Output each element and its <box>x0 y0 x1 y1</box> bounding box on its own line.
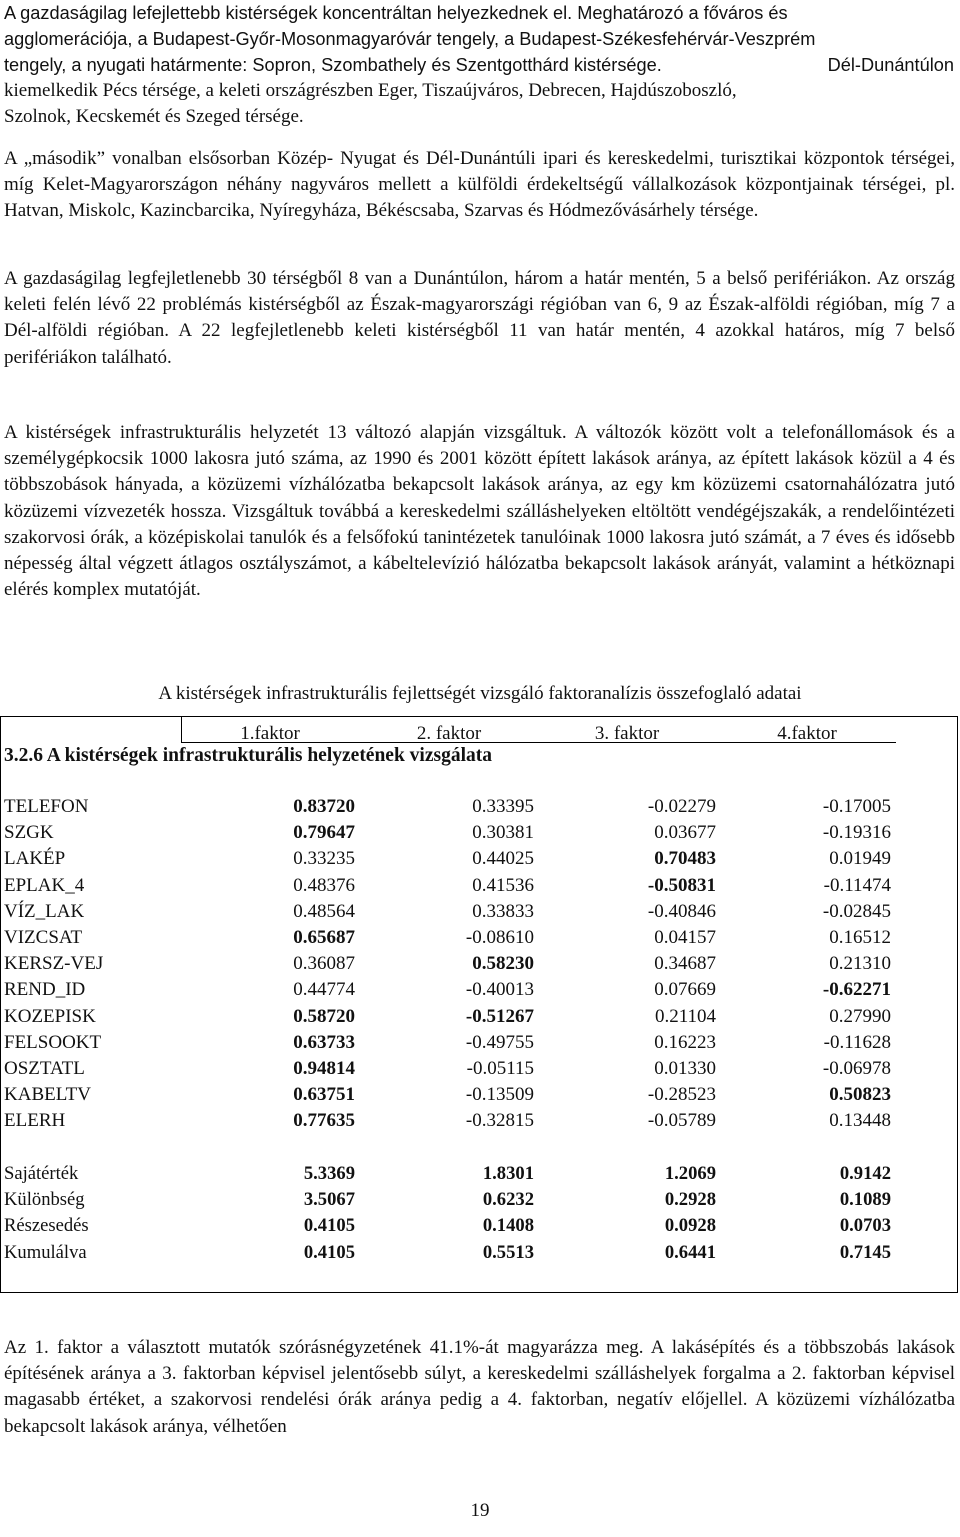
loading-value: 0.44025 <box>472 848 534 870</box>
loading-value: 0.36087 <box>293 953 355 975</box>
loading-value: 0.33833 <box>472 900 534 922</box>
loading-value: 0.21310 <box>829 953 891 975</box>
paragraph-1-line-1: A gazdaságilag lefejlettebb kistérségek koncentráltan helyezkednek el. Meghatározó a főváros és <box>4 3 788 23</box>
table-caption: A kistérségek infrastrukturális fejlettségét vizsgáló faktoranalízis összefoglaló adatai <box>158 683 802 704</box>
row-label: LAKÉP <box>4 848 66 870</box>
row-label: ELERH <box>4 1110 66 1132</box>
loading-value: 0.16223 <box>654 1031 716 1053</box>
table-row <box>0 979 960 1005</box>
row-label: OSZTATL <box>4 1058 85 1079</box>
stat-value: 0.0928 <box>664 1215 716 1237</box>
stat-value: 0.1408 <box>482 1215 534 1237</box>
row-label: TELEFON <box>4 796 89 817</box>
paragraph-4: A kistérségek infrastrukturális helyzetét 13 változó alapján vizsgáltuk. A változók között volt a telefonállomások és a személygépkocsik 1000 lakosra jutó száma, az 1990 és 2001 között épített lakások aránya, az épített lakások közül a 4 és többszobások hányada, a közüzemi vízhálózatba bekapcsolt lakások aránya, az egy km közüzemi csatornahálózatra jutó közüzemi vízvezeték hossza. Vizsgáltuk továbbá a kereskedelmi szálláshelyeken eltöltött vendégéjszakák, a rendelőintézeti szakorvosi órák, a középiskolai tanulók és a felsőfokú tanintézetek tanulóinak 1000 lakosra jutó számát, a 7 éves és idősebb népesség által végzett átlagos osztályszámot, a kábeltelevízió hálózatba bekapcsolt lakások arányát, valamint a hétköznapi elérés komplex mutatóját. <box>4 422 955 601</box>
loading-value: 0.01949 <box>829 848 891 870</box>
loading-value: 0.33395 <box>472 796 534 817</box>
loading-value: 0.63751 <box>293 1084 355 1106</box>
paragraph-1-line-2: agglomerációja, a Budapest-Győr-Mosonmagyaróvár tengely, a Budapest-Székesfehérvár-Veszprém <box>4 29 816 49</box>
table-header-factor-1: 1.faktor <box>240 723 300 744</box>
row-label: VÍZ_LAK <box>4 900 85 922</box>
stat-value: 0.6232 <box>482 1189 534 1211</box>
row-label: FELSOOKT <box>4 1031 102 1053</box>
table-row <box>0 1058 960 1084</box>
stat-value: 1.8301 <box>482 1163 534 1184</box>
table-row <box>0 1110 960 1136</box>
loading-value: 0.01330 <box>654 1058 716 1079</box>
table-row <box>0 822 960 848</box>
row-label: KOZEPISK <box>4 1005 96 1027</box>
table-row <box>0 953 960 979</box>
loading-value: 0.34687 <box>654 953 716 975</box>
section-heading: 3.2.6 A kistérségek infrastrukturális helyzetének vizsgálata <box>4 745 493 766</box>
table-row <box>0 875 960 901</box>
stat-value: 0.4105 <box>303 1241 355 1263</box>
stat-row <box>0 1189 960 1215</box>
table-row <box>0 927 960 953</box>
stat-value: 0.1089 <box>839 1189 891 1211</box>
stat-value: 3.5067 <box>303 1189 355 1211</box>
loading-value: 0.27990 <box>829 1005 891 1027</box>
loading-value: -0.62271 <box>822 979 891 1001</box>
stat-value: 1.2069 <box>664 1163 716 1184</box>
loading-value: 0.44774 <box>293 979 355 1001</box>
row-label: VIZCSAT <box>4 927 83 948</box>
loading-value: 0.41536 <box>472 874 534 896</box>
table-row <box>0 1084 960 1110</box>
loading-value: 0.50823 <box>829 1084 891 1106</box>
loading-value: -0.28523 <box>647 1084 716 1106</box>
table-header-factor-3: 3. faktor <box>594 723 660 744</box>
paragraph-2: A „második” vonalban elsősorban Közép- Nyugat és Dél-Dunántúli ipari és kereskedelmi, turisztikai központok térségei, míg Kelet-Magyarországon néhány nagyváros mellett a külföldi érdekeltségű vállalkozások központjainak térségei, pl. Hatvan, Miskolc, Kazincbarcika, Nyíregyháza, Békéscsaba, Szarvas és Hódmezővásárhely térsége. <box>4 148 955 222</box>
stat-row <box>0 1163 960 1189</box>
loading-value: -0.17005 <box>822 796 891 817</box>
loading-value: 0.04157 <box>654 927 716 948</box>
loading-value: -0.05789 <box>647 1110 716 1132</box>
loading-value: 0.48564 <box>293 900 355 922</box>
loading-value: 0.58230 <box>472 953 534 975</box>
loading-value: 0.48376 <box>293 874 355 896</box>
stat-row <box>0 1215 960 1241</box>
paragraph-1-line-5: Szolnok, Kecskemét és Szeged térsége. <box>4 106 304 127</box>
table-header-factor-2: 2. faktor <box>416 723 482 744</box>
loading-value: 0.30381 <box>472 822 534 844</box>
loading-value: -0.11628 <box>823 1031 891 1053</box>
loading-value: 0.94814 <box>293 1058 355 1079</box>
paragraph-1-line-4: kiemelkedik Pécs térsége, a keleti országrészben Eger, Tiszaújváros, Debrecen, Hajdúszoboszló, <box>4 80 737 101</box>
loading-value: 0.21104 <box>654 1005 716 1027</box>
loading-value: -0.06978 <box>822 1058 891 1079</box>
stat-value: 0.5513 <box>482 1241 534 1263</box>
stat-label: Részesedés <box>4 1215 89 1237</box>
row-label: SZGK <box>4 822 54 844</box>
stat-label: Sajátérték <box>4 1163 79 1184</box>
row-label: EPLAK_4 <box>4 874 85 896</box>
row-label: KABELTV <box>4 1084 91 1106</box>
loading-value: 0.03677 <box>654 822 716 844</box>
row-label: KERSZ-VEJ <box>4 953 104 975</box>
loading-value: -0.50831 <box>647 874 716 896</box>
loading-value: -0.05115 <box>466 1058 534 1079</box>
loading-value: 0.58720 <box>293 1005 355 1027</box>
table-row <box>0 848 960 874</box>
stat-value: 0.6441 <box>664 1241 716 1263</box>
loading-value: 0.63733 <box>293 1031 355 1053</box>
paragraph-3: A gazdaságilag legfejletlenebb 30 térségből 8 van a Dunántúlon, három a határ mentén, 5 a belső perifériákon. Az ország keleti felén lévő 22 problémás kistérségből az Észak-magyarországi régióban van 6, 9 az Észak-alföldi régióban, míg 7 a Dél-alföldi régióban. A 22 legfejletlenebb keleti kistérségből 11 van határ mentén, 4 azokkal határos, míg 7 belső perifériákon található. <box>4 268 955 368</box>
loading-value: 0.16512 <box>829 927 891 948</box>
stat-value: 0.2928 <box>664 1189 716 1211</box>
table-header-factor-4: 4.faktor <box>777 723 837 744</box>
loading-value: 0.13448 <box>829 1110 891 1132</box>
table-row <box>0 796 960 822</box>
loading-value: -0.40013 <box>465 979 534 1001</box>
loading-value: -0.19316 <box>822 822 891 844</box>
stat-value: 0.9142 <box>839 1163 891 1184</box>
loading-value: 0.07669 <box>654 979 716 1001</box>
loading-value: -0.49755 <box>465 1031 534 1053</box>
stat-value: 0.7145 <box>839 1241 891 1263</box>
loading-value: -0.08610 <box>465 927 534 948</box>
loading-value: 0.70483 <box>654 848 716 870</box>
stat-value: 0.0703 <box>839 1215 891 1237</box>
paragraph-1-line-3-tail: Dél-Dunántúlon <box>827 55 954 75</box>
loading-value: -0.11474 <box>823 874 891 896</box>
stat-label: Különbség <box>4 1189 85 1211</box>
loading-value: -0.51267 <box>465 1005 534 1027</box>
stat-row <box>0 1242 960 1268</box>
loading-value: -0.02279 <box>647 796 716 817</box>
stat-value: 0.4105 <box>303 1215 355 1237</box>
loading-value: -0.02845 <box>822 900 891 922</box>
paragraph-5: Az 1. faktor a választott mutatók szórásnégyzetének 41.1%-át magyarázza meg. A lakásépítés és a többszobás lakások építésének aránya a 3. faktorban képvisel jelentősebb súlyt, a kereskedelmi szálláshelyek forgalma a 2. faktorban képvisel magasabb értéket, a szakorvosi rendelési órák aránya pedig a 4. faktorban, negatív előjellel. A közüzemi vízhálózatba bekapcsolt lakások aránya, vélhetően <box>4 1337 955 1437</box>
loading-value: 0.65687 <box>293 927 355 948</box>
loading-value: -0.13509 <box>465 1084 534 1106</box>
loading-value: 0.77635 <box>293 1110 355 1132</box>
table-row <box>0 901 960 927</box>
loading-value: 0.79647 <box>293 822 355 844</box>
loading-value: 0.33235 <box>293 848 355 870</box>
page-number: 19 <box>470 1500 490 1521</box>
loading-value: 0.83720 <box>293 796 355 817</box>
loading-value: -0.32815 <box>465 1110 534 1132</box>
stat-label: Kumulálva <box>4 1241 87 1263</box>
table-row <box>0 1032 960 1058</box>
loading-value: -0.40846 <box>647 900 716 922</box>
paragraph-1-line-3: tengely, a nyugati határmente: Sopron, Szombathely és Szentgotthárd kistérsége. <box>4 55 662 75</box>
row-label: REND_ID <box>4 979 86 1001</box>
stat-value: 5.3369 <box>303 1163 355 1184</box>
table-row <box>0 1006 960 1032</box>
